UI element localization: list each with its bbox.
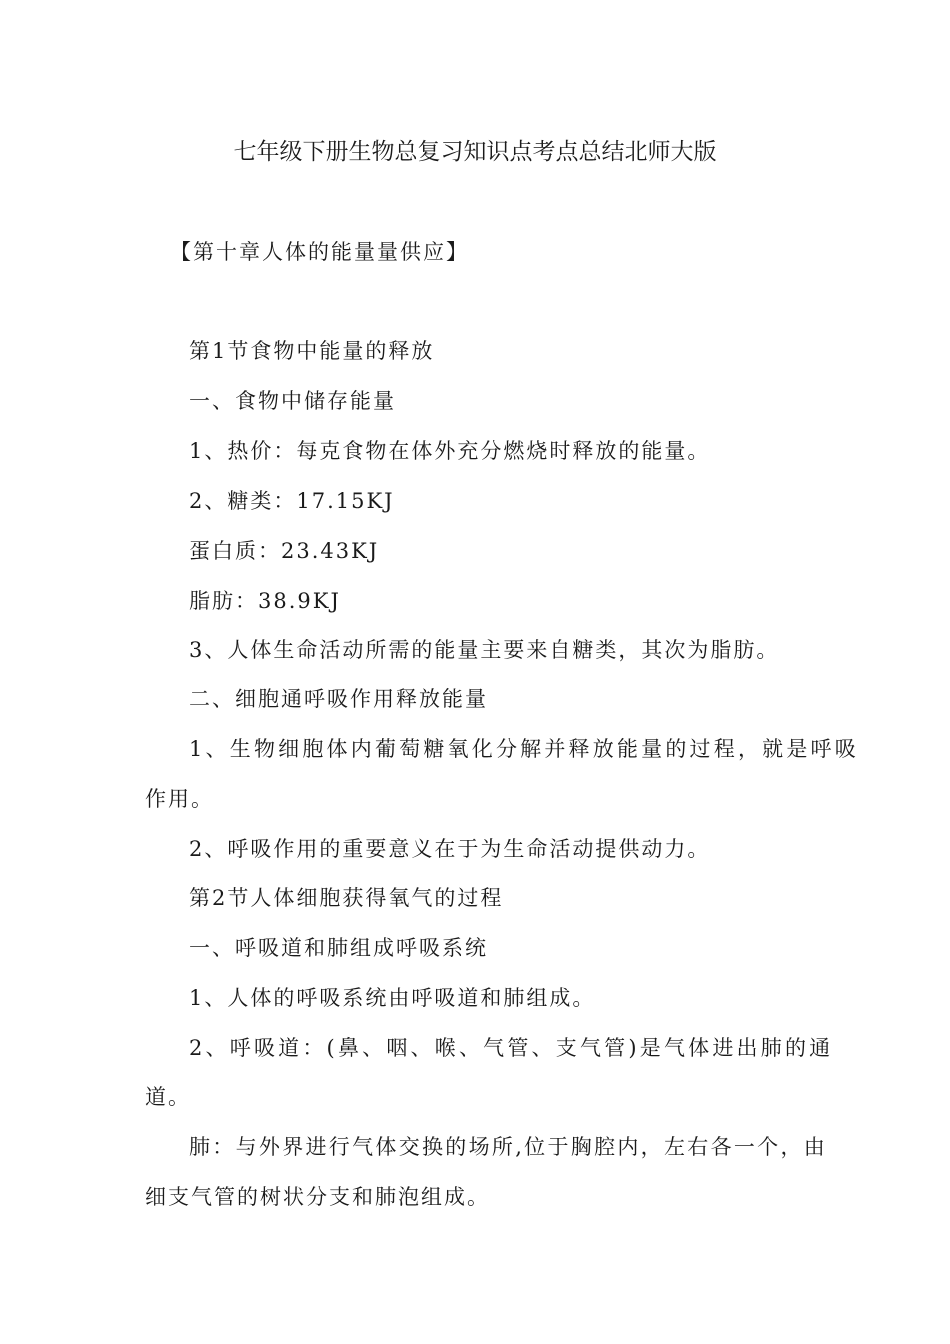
document-title: 七年级下册生物总复习知识点考点总结北师大版 [233, 139, 717, 165]
paragraph-line: 蛋白质：23.43KJ [189, 539, 380, 563]
paragraph-line: 肺：与外界进行气体交换的场所,位于胸腔内，左右各一个，由 [189, 1135, 828, 1159]
chapter-heading: 【第十章人体的能量量供应】 [170, 240, 469, 264]
paragraph-line: 2、糖类：17.15KJ [189, 489, 395, 513]
paragraph-line: 1、生物细胞体内葡萄糖氧化分解并释放能量的过程，就是呼吸 [189, 737, 859, 761]
section-heading: 第2节人体细胞获得氧气的过程 [189, 886, 504, 910]
section-heading: 第1节食物中能量的释放 [189, 339, 435, 363]
paragraph-line: 2、呼吸作用的重要意义在于为生命活动提供动力。 [189, 837, 711, 861]
subsection-heading: 二、细胞通呼吸作用释放能量 [189, 687, 488, 711]
paragraph-line: 1、热价：每克食物在体外充分燃烧时释放的能量。 [189, 439, 711, 463]
paragraph-line: 3、人体生命活动所需的能量主要来自糖类，其次为脂肪。 [189, 638, 780, 662]
paragraph-line: 细支气管的树状分支和肺泡组成。 [145, 1185, 490, 1209]
paragraph-line: 作用。 [145, 787, 214, 811]
subsection-heading: 一、呼吸道和肺组成呼吸系统 [189, 936, 488, 960]
paragraph-line: 道。 [145, 1085, 191, 1109]
paragraph-line: 2、呼吸道：(鼻、咽、喉、气管、支气管)是气体进出肺的通 [189, 1036, 834, 1060]
paragraph-line: 脂肪：38.9KJ [189, 589, 341, 613]
subsection-heading: 一、食物中储存能量 [189, 389, 396, 413]
paragraph-line: 1、人体的呼吸系统由呼吸道和肺组成。 [189, 986, 596, 1010]
